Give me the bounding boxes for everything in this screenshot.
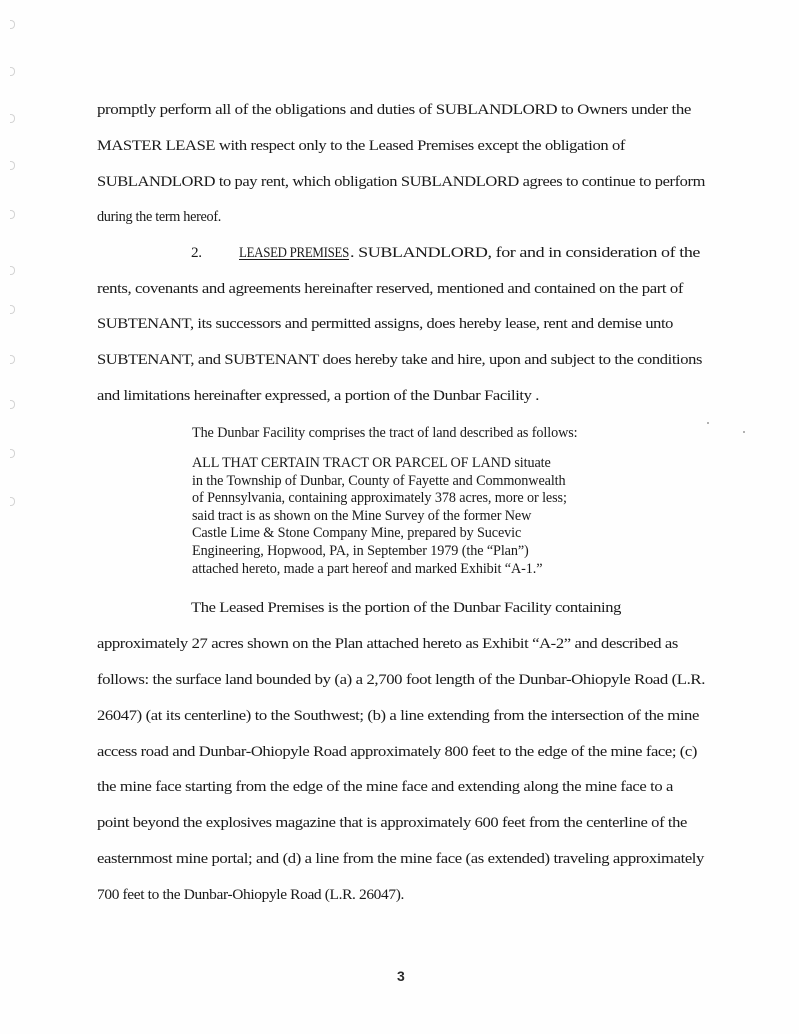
page-number: 3 — [397, 968, 405, 984]
body-line: and limitations hereinafter expressed, a portion of the Dunbar Facility . — [97, 387, 540, 404]
legal-description-line: in the Township of Dunbar, County of Fayette and Commonwealth — [192, 472, 566, 489]
body-line: 700 feet to the Dunbar-Ohiopyle Road (L.R. 26047). — [97, 886, 405, 903]
binding-mark-icon — [10, 449, 15, 458]
legal-description-line: of Pennsylvania, containing approximately 378 acres, more or less; — [192, 490, 567, 507]
body-line: MASTER LEASE with respect only to the Leased Premises except the obligation of — [97, 137, 626, 154]
section-first-line-text: . SUBLANDLORD, for and in consideration of the — [350, 244, 700, 261]
binding-mark-icon — [10, 161, 15, 170]
body-line: the mine face starting from the edge of the mine face and extending along the mine face to a — [97, 778, 674, 795]
legal-description-line: Castle Lime & Stone Company Mine, prepared by Sucevic — [192, 525, 522, 542]
binding-mark-icon — [10, 210, 15, 219]
binding-mark-icon — [10, 305, 15, 314]
legal-description-line: said tract is as shown on the Mine Survey of the former New — [192, 507, 532, 524]
binding-mark-icon — [10, 20, 15, 29]
body-line: rents, covenants and agreements hereinafter reserved, mentioned and contained on the part of — [97, 280, 684, 297]
scan-speck — [707, 422, 709, 424]
binding-mark-icon — [10, 355, 15, 364]
body-line: approximately 27 acres shown on the Plan attached hereto as Exhibit “A-2” and described as — [97, 635, 678, 652]
legal-description-line: Engineering, Hopwood, PA, in September 1979 (the “Plan”) — [192, 542, 529, 559]
scan-speck — [743, 431, 745, 433]
body-line: promptly perform all of the obligations and duties of SUBLANDLORD to Owners under the — [97, 101, 691, 118]
binding-mark-icon — [10, 114, 15, 123]
legal-description-line: attached hereto, made a part hereof and marked Exhibit “A-1.” — [192, 560, 543, 577]
legal-description-line: ALL THAT CERTAIN TRACT OR PARCEL OF LAND situate — [192, 455, 551, 471]
section-number: 2. — [191, 244, 202, 261]
facility-intro: The Dunbar Facility comprises the tract of land described as follows: — [192, 425, 578, 441]
section-heading: LEASED PREMISES — [239, 244, 349, 261]
binding-mark-icon — [10, 67, 15, 76]
body-line: SUBLANDLORD to pay rent, which obligation SUBLANDLORD agrees to continue to perform — [97, 173, 706, 190]
body-line: SUBTENANT, and SUBTENANT does hereby take and hire, upon and subject to the conditions — [97, 351, 703, 368]
body-line: access road and Dunbar-Ohiopyle Road approximately 800 feet to the edge of the mine face; (c) — [97, 743, 698, 760]
body-line: 26047) (at its centerline) to the Southwest; (b) a line extending from the intersection of the mine — [97, 707, 699, 724]
body-line: easternmost mine portal; and (d) a line from the mine face (as extended) traveling approximately — [97, 850, 704, 867]
binding-mark-icon — [10, 266, 15, 275]
binding-mark-icon — [10, 400, 15, 409]
body-line: The Leased Premises is the portion of the Dunbar Facility containing — [191, 599, 622, 616]
body-line: point beyond the explosives magazine that is approximately 600 feet from the centerline of the — [97, 814, 687, 831]
binding-mark-icon — [10, 497, 15, 506]
body-line: SUBTENANT, its successors and permitted assigns, does hereby lease, rent and demise unto — [97, 315, 674, 332]
body-line: during the term hereof. — [97, 208, 221, 225]
legal-description-block — [192, 455, 567, 578]
body-line: follows: the surface land bounded by (a) a 2,700 foot length of the Dunbar-Ohiopyle Road (L.R. — [97, 671, 705, 688]
